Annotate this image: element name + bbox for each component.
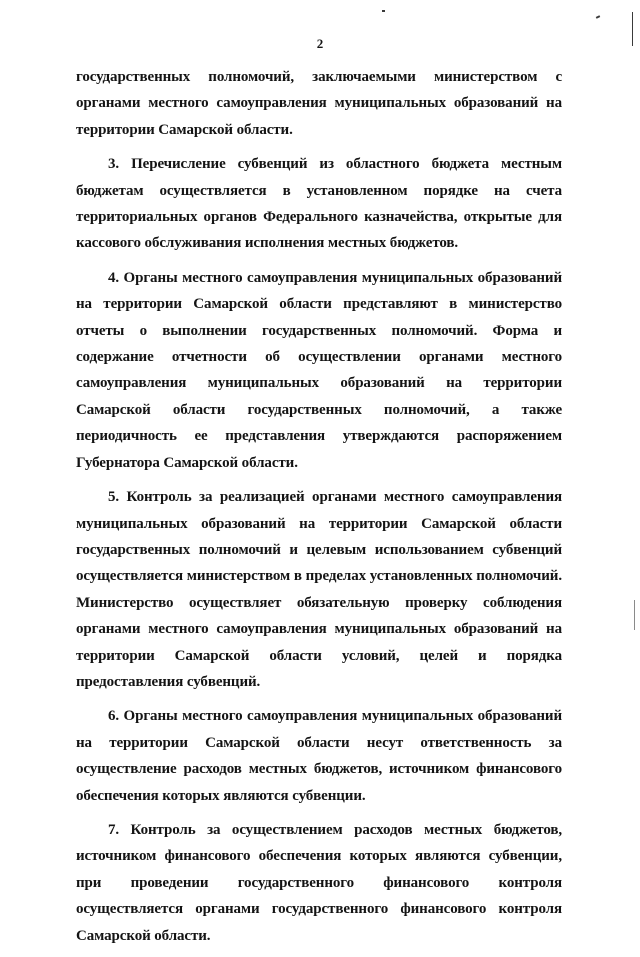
paragraph-7: 7. Контроль за осуществлением расходов местных бюджетов, источником финансового обеспечения которых являются субвенции, при проведении государственного финансового контроля осуществляется органами государственного финансового контроля Самарской области. [76,821,562,944]
scan-edge-line-lower [634,600,635,630]
paragraph-6: 6. Органы местного самоуправления муниципальных образований на территории Самарской области несут ответственность за осуществление расходов местных бюджетов, источником финансового обеспечения которых являются субвенции. [76,708,562,804]
paragraph-3: 3. Перечисление субвенций из областного бюджета местным бюджетам осуществляется в установленном порядке на счета территориальных органов Федерального казначейства, открытые для кассового обслуживания исполнения местных бюджетов. [76,156,562,252]
paragraph-continuation: государственных полномочий, заключаемыми министерством с органами местного самоуправления муниципальных образований на территории Самарской области. [76,69,562,138]
paragraph-5: 5. Контроль за реализацией органами местного самоуправления муниципальных образований на территории Самарской области государственных полномочий и целевым использованием субвенций осуществляется министерством в пределах установленных полномочий. Министерство осуществляет обязательную проверку соблюдения органами местного самоуправления муниципальных образований на территории Самарской области условий, целей и порядка предоставления субвенций. [76,489,562,690]
paragraph-4: 4. Органы местного самоуправления муниципальных образований на территории Самарской области представляют в министерство отчеты о выполнении государственных полномочий. Форма и содержание отчетности об осуществлении органами местного самоуправления муниципальных образований на территории Самарской области государственных полномочий, а также периодичность ее представления утверждаются распоряжением Губернатора Самарской области. [76,269,562,471]
document-body [76,64,562,957]
scan-speck-right [596,15,600,19]
scan-speck-top [382,10,385,12]
page-number: 2 [316,36,324,51]
